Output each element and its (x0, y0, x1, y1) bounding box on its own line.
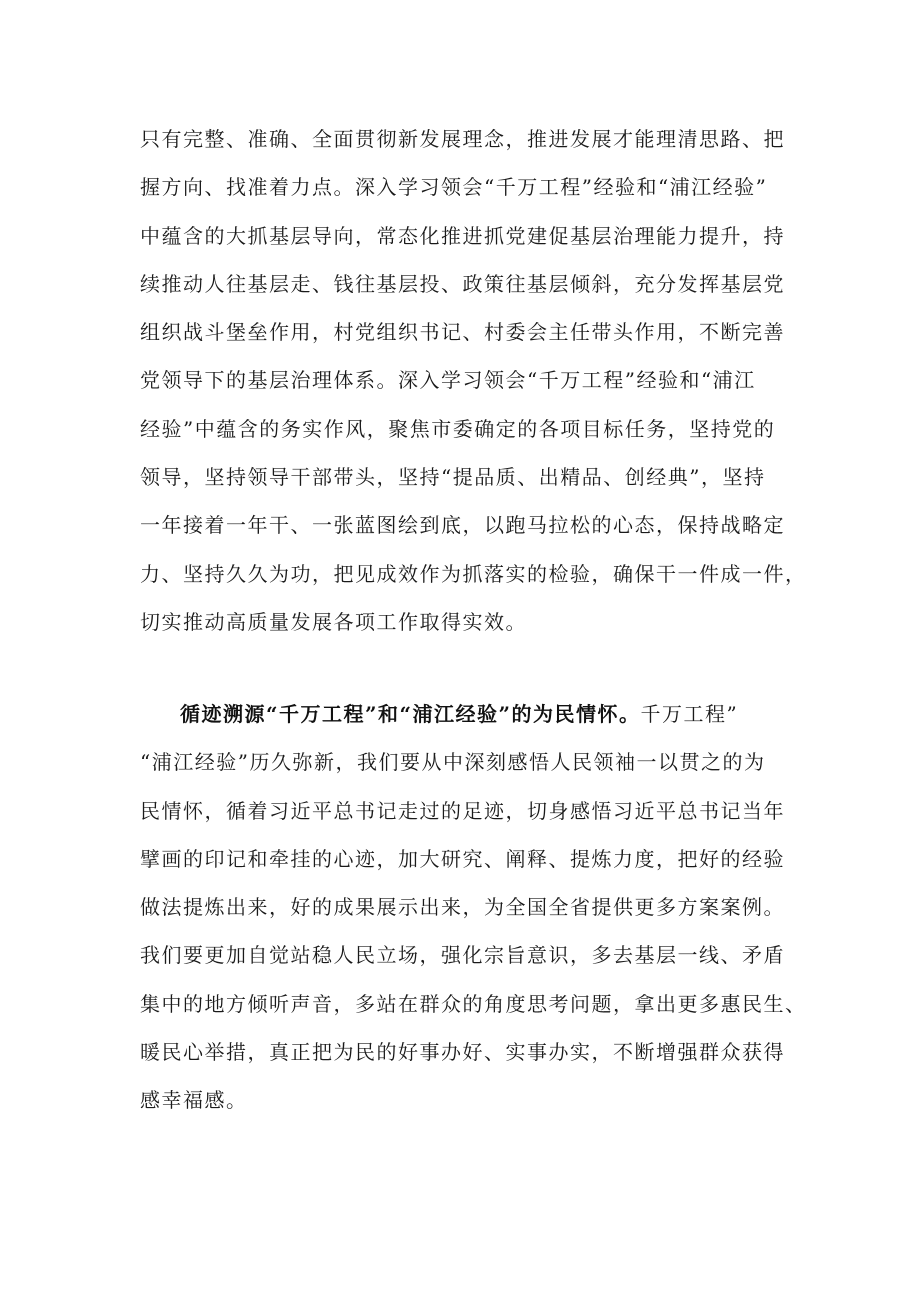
paragraph-first-line (140, 690, 780, 738)
paragraph-line: 中蕴含的大抓基层导向，常态化推进抓党建促基层治理能力提升，持 (140, 223, 785, 248)
paragraph-line: 握方向、找准着力点。深入学习领会“千万工程”经验和“浦江经验” (140, 175, 768, 200)
paragraph-line: 我们要更加自觉站稳人民立场，强化宗旨意识，多去基层一线、矛盾 (140, 943, 785, 968)
paragraph-line: 暖民心举措，真正把为民的好事办好、实事办实，不断增强群众获得 (140, 1040, 785, 1065)
paragraph-line: 只有完整、准确、全面贯彻新发展理念，推进发展才能理清思路、把 (140, 127, 785, 151)
paragraph-line: 领导，坚持领导干部带头，坚持“提品质、出精品、创经典”，坚持 (140, 465, 766, 490)
paragraph-line: 感幸福感。 (140, 1088, 248, 1113)
paragraph-line: 一年接着一年干、一张蓝图绘到底，以跑马拉松的心态，保持战略定 (140, 513, 785, 538)
paragraph-line: 党领导下的基层治理体系。深入学习领会“千万工程”经验和“浦江 (140, 368, 756, 393)
paragraph-line: 经验”中蕴含的务实作风，聚焦市委确定的各项目标任务，坚持党的 (140, 416, 776, 441)
paragraph-line: 民情怀，循着习近平总书记走过的足迹，切身感悟习近平总书记当年 (140, 798, 785, 823)
paragraph-2 (140, 690, 807, 1125)
paragraph-line: 做法提炼出来，好的成果展示出来，为全国全省提供更多方案案例。 (140, 895, 785, 920)
paragraph-1 (140, 115, 807, 646)
paragraph-heading: 循迹溯源“千万工程”和“浦江经验”的为民情怀。 (180, 702, 641, 726)
paragraph-line: 集中的地方倾听声音，多站在群众的角度思考问题，拿出更多惠民生、 (140, 991, 807, 1016)
paragraph-line: 力、坚持久久为功，把见成效作为抓落实的检验，确保干一件成一件， (140, 561, 807, 586)
paragraph-line: 切实推动高质量发展各项工作取得实效。 (140, 609, 527, 634)
paragraph-first-line-rest: 千万工程” (640, 702, 739, 726)
paragraph-line: 续推动人往基层走、钱往基层投、政策往基层倾斜，充分发挥基层党 (140, 271, 785, 296)
paragraph-line: 组织战斗堡垒作用，村党组织书记、村委会主任带头作用，不断完善 (140, 320, 785, 345)
paragraph-line: “浦江经验”历久弥新，我们要从中深刻感悟人民领袖一以贯之的为 (140, 750, 766, 775)
paragraph-line: 擘画的印记和牵挂的心迹，加大研究、阐释、提炼力度，把好的经验 (140, 846, 785, 871)
